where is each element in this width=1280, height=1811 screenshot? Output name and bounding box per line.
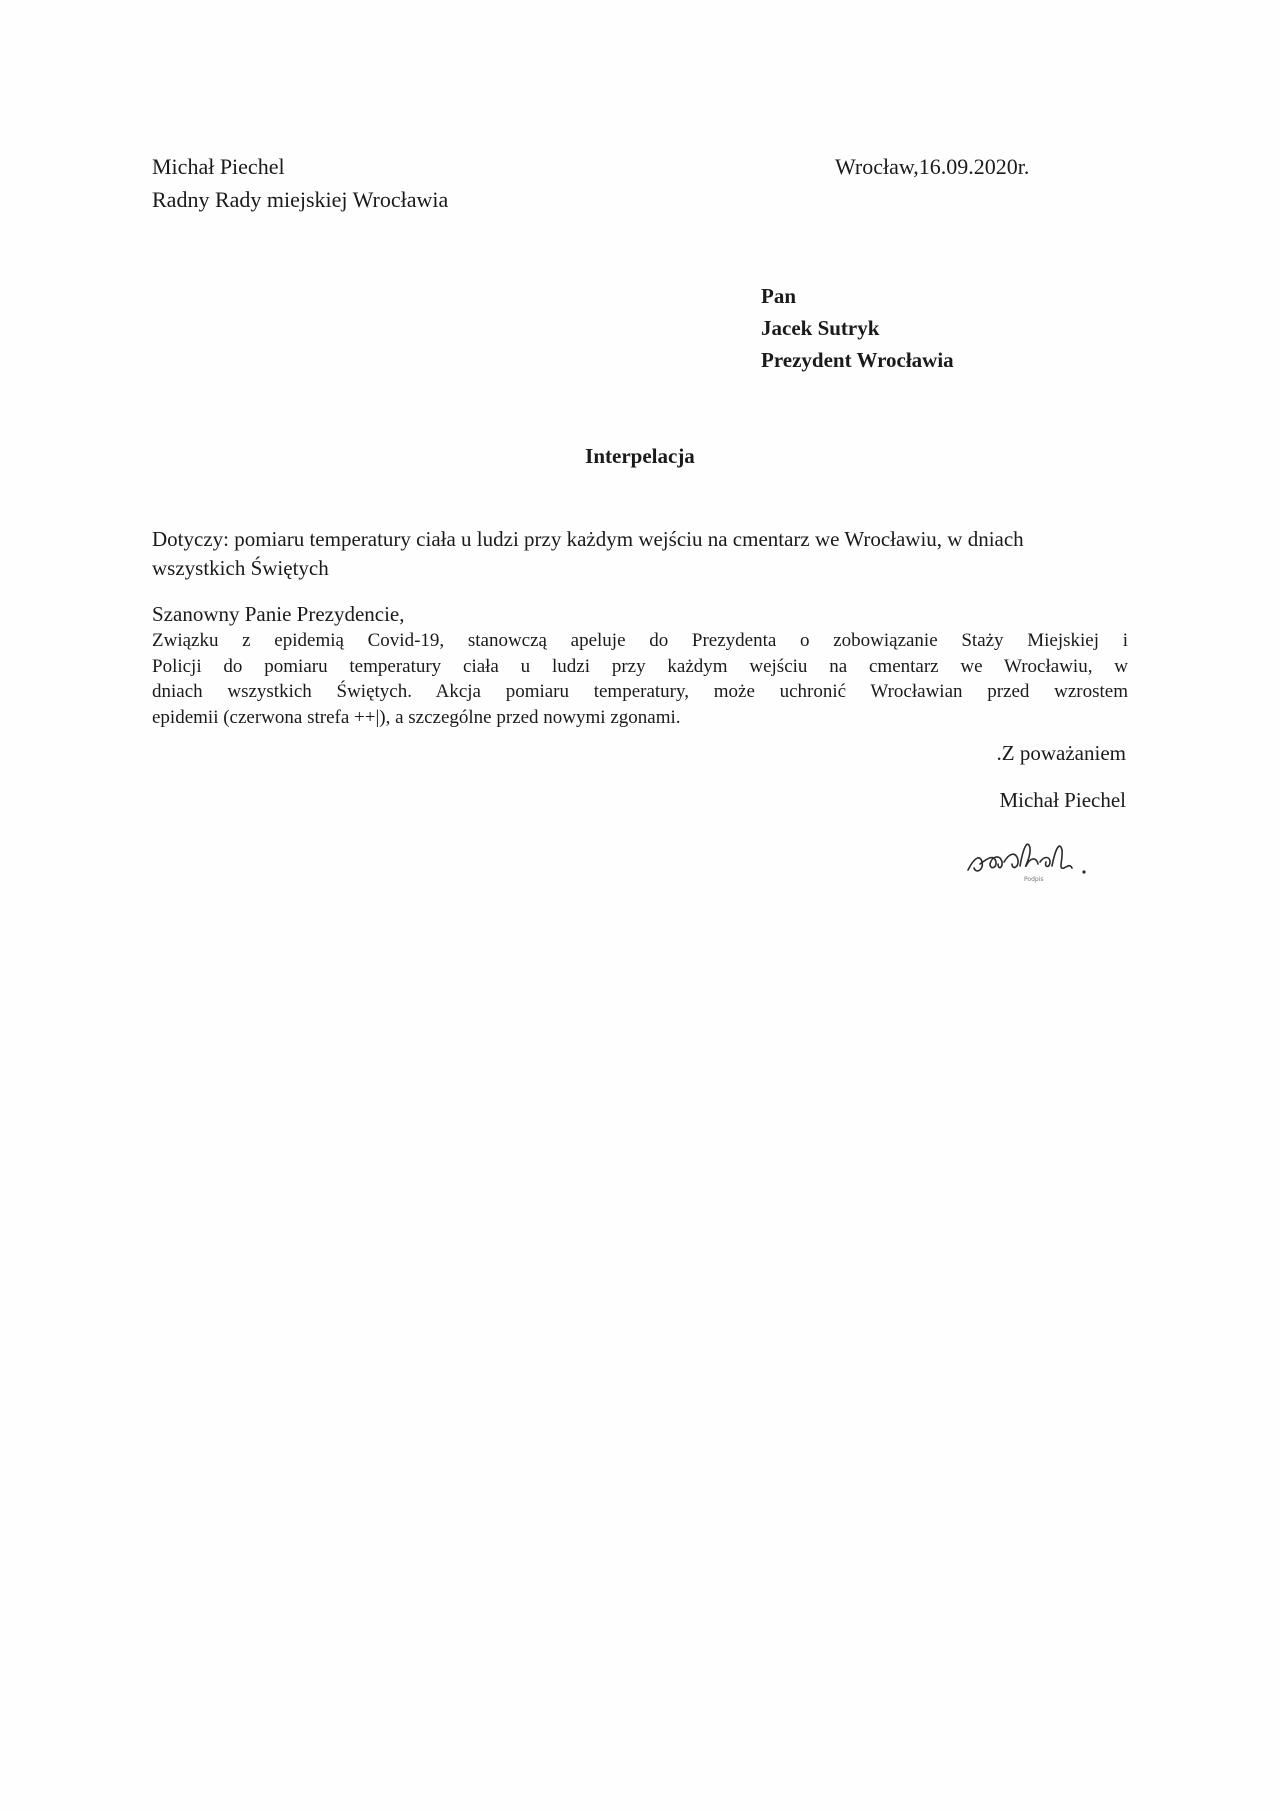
place-date: Wrocław,16.09.2020r. — [835, 154, 1030, 179]
body-paragraph — [152, 628, 1128, 730]
body-line: dniach wszystkich Świętych. Akcja pomiaru temperatury, może uchronić Wrocławian przed wzrostem — [152, 681, 1128, 702]
recipient-title: Prezydent Wrocławia — [761, 348, 954, 372]
sender-role: Radny Rady miejskiej Wrocławia — [152, 187, 449, 212]
salutation: Szanowny Panie Prezydencie, — [152, 602, 405, 626]
body-line: Policji do pomiaru temperatury ciała u ludzi przy każdym wejściu na cmentarz we Wrocławiu, w — [152, 655, 1128, 677]
signer-name: Michał Piechel — [999, 788, 1126, 812]
body-line: Związku z epidemią Covid-19, stanowczą apeluje do Prezydenta o zobowiązanie Staży Miejskiej i — [152, 630, 1128, 651]
subject-line: Dotyczy: pomiaru temperatury ciała u ludzi przy każdym wejściu na cmentarz we Wrocławiu, w dniach wszystkich Świętych — [152, 527, 1024, 580]
svg-text:Podpis: Podpis — [1024, 876, 1044, 883]
sender-name: Michał Piechel — [152, 154, 285, 179]
recipient-salutation: Pan — [761, 284, 797, 308]
document-title: Interpelacja — [585, 444, 695, 468]
body-line: epidemii (czerwona strefa ++|), a szczególne przed nowymi zgonami. — [152, 706, 681, 728]
sender-block — [152, 150, 448, 216]
recipient-name: Jacek Sutryk — [761, 316, 880, 340]
recipient-block — [761, 280, 954, 376]
closing-phrase: .Z poważaniem — [996, 741, 1126, 765]
handwritten-signature — [960, 828, 1110, 888]
